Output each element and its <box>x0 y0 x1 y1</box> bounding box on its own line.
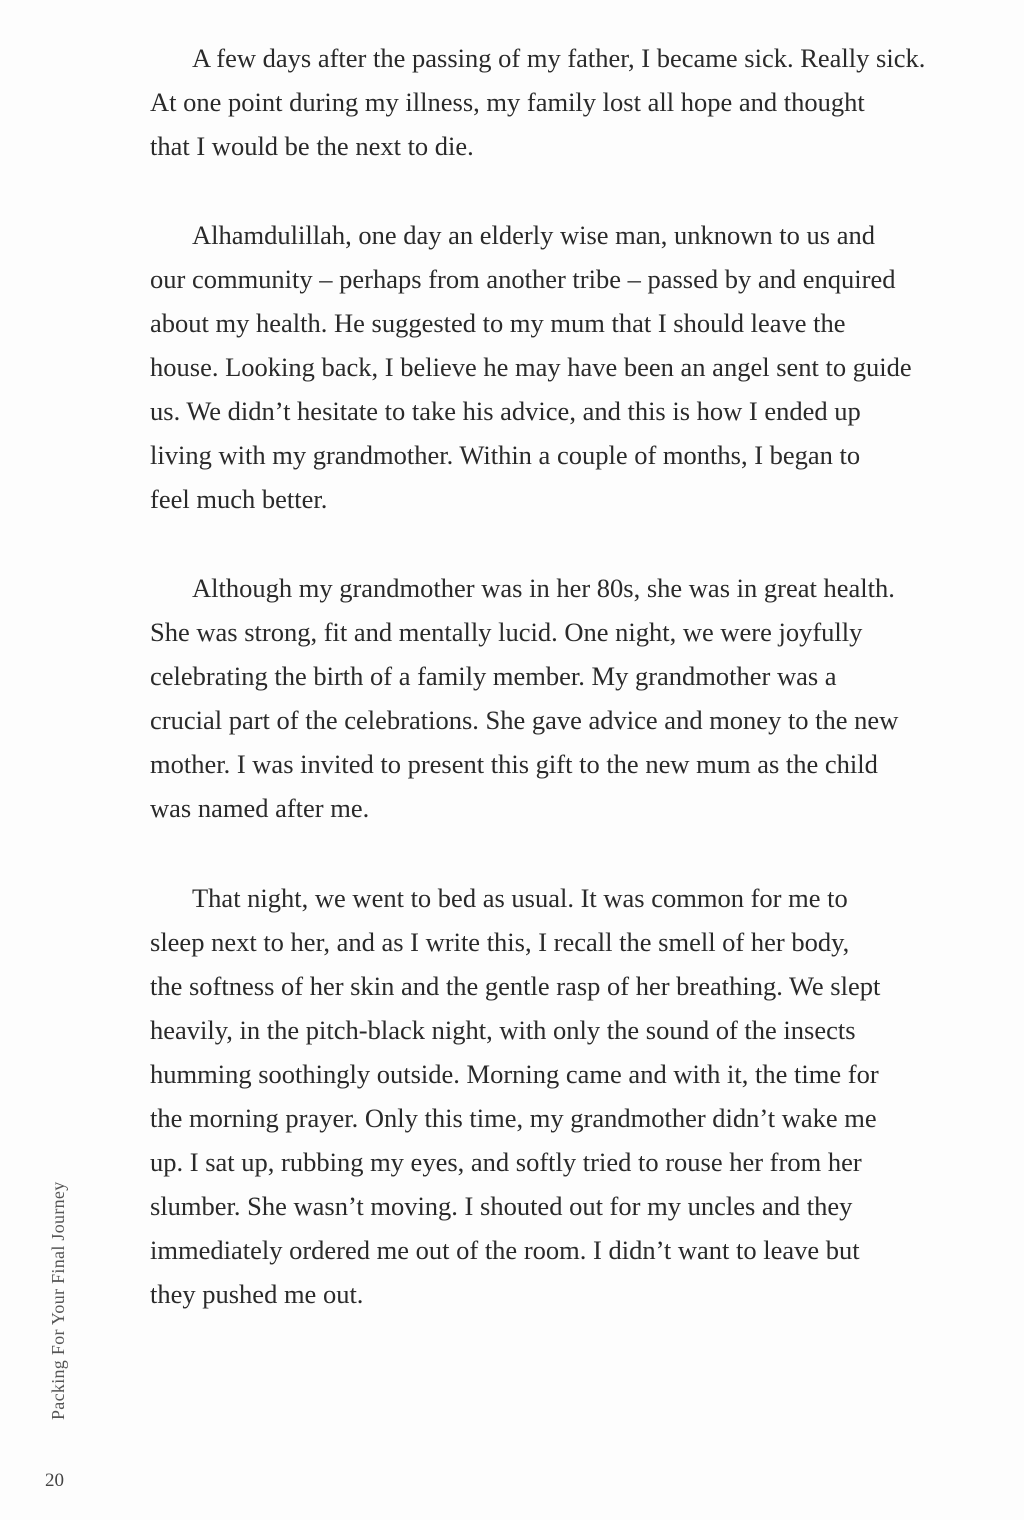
text-line: mother. I was invited to present this gift to the new mum as the child <box>150 749 878 779</box>
text-line: immediately ordered me out of the room. I didn’t want to leave but <box>150 1235 860 1265</box>
text-line: heavily, in the pitch-black night, with only the sound of the insects <box>150 1015 856 1045</box>
text-line: feel much better. <box>150 484 328 514</box>
text-line: the softness of her skin and the gentle rasp of her breathing. We slept <box>150 971 881 1001</box>
text-line: living with my grandmother. Within a couple of months, I began to <box>150 440 861 470</box>
text-line: they pushed me out. <box>150 1279 364 1309</box>
text-line: She was strong, fit and mentally lucid. One night, we were joyfully <box>150 617 863 647</box>
text-line: Although my grandmother was in her 80s, she was in great health. <box>192 573 895 603</box>
paragraph-4 <box>150 876 990 1316</box>
text-line: the morning prayer. Only this time, my grandmother didn’t wake me <box>150 1103 877 1133</box>
paragraph-3 <box>150 566 990 830</box>
text-line: sleep next to her, and as I write this, I recall the smell of her body, <box>150 927 850 957</box>
text-line: celebrating the birth of a family member. My grandmother was a <box>150 661 837 691</box>
text-line: crucial part of the celebrations. She gave advice and money to the new <box>150 705 899 735</box>
text-line: up. I sat up, rubbing my eyes, and softly tried to rouse her from her <box>150 1147 862 1177</box>
text-line: slumber. She wasn’t moving. I shouted out for my uncles and they <box>150 1191 853 1221</box>
text-line: that I would be the next to die. <box>150 131 474 161</box>
text-line: humming soothingly outside. Morning came and with it, the time for <box>150 1059 879 1089</box>
text-line: us. We didn’t hesitate to take his advice, and this is how I ended up <box>150 396 861 426</box>
text-line: Alhamdulillah, one day an elderly wise man, unknown to us and <box>192 220 875 250</box>
page-number: 20 <box>45 1470 64 1491</box>
text-line: was named after me. <box>150 793 370 823</box>
text-line: A few days after the passing of my father, I became sick. Really sick. <box>192 43 926 73</box>
text-line: At one point during my illness, my family lost all hope and thought <box>150 87 865 117</box>
text-line: That night, we went to bed as usual. It was common for me to <box>192 883 848 913</box>
text-line: our community – perhaps from another tribe – passed by and enquired <box>150 264 896 294</box>
paragraph-1 <box>150 36 990 168</box>
text-line: house. Looking back, I believe he may have been an angel sent to guide <box>150 352 912 382</box>
paragraph-2 <box>150 213 990 521</box>
running-title: Packing For Your Final Journey <box>48 1181 68 1420</box>
text-line: about my health. He suggested to my mum that I should leave the <box>150 308 846 338</box>
